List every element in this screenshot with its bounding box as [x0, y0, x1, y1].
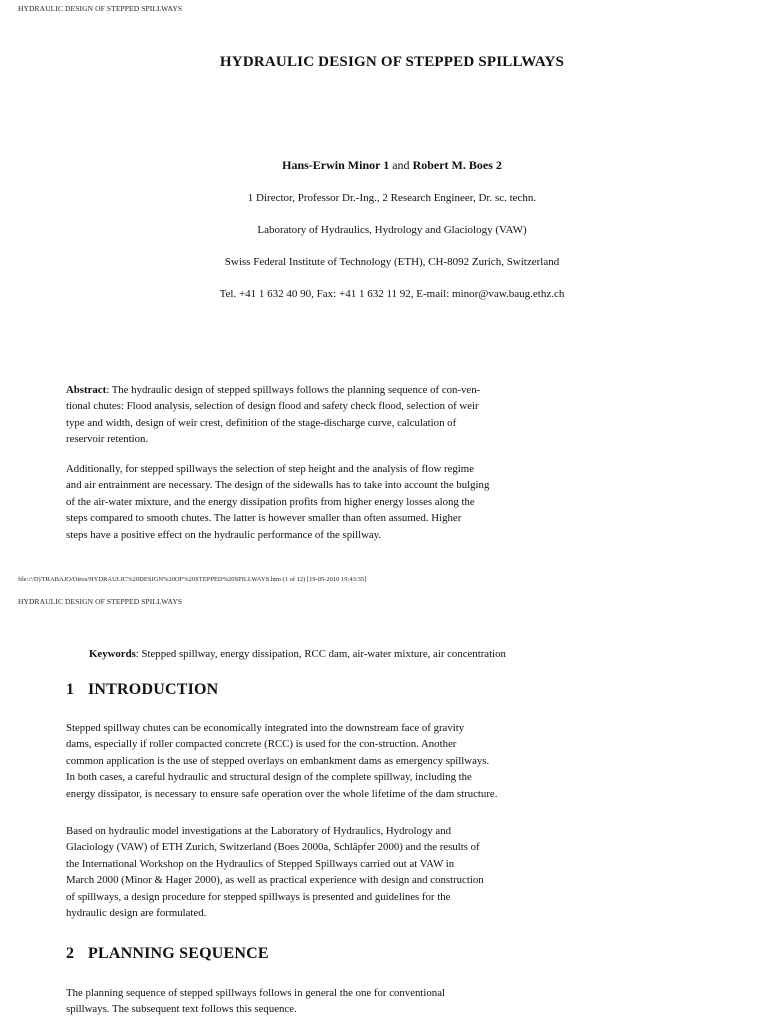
running-head: HYDRAULIC DESIGN OF STEPPED SPILLWAYS [18, 597, 183, 606]
section-title: INTRODUCTION [88, 681, 219, 698]
abstract-line: : The hydraulic design of stepped spillways follows the planning sequence of con-ven- [106, 384, 481, 396]
abstract-line: tional chutes: Flood analysis, selection of design flood and safety check flood, selection of weir [66, 400, 479, 413]
section-title: PLANNING SEQUENCE [88, 945, 269, 962]
section-number: 1 [66, 681, 75, 698]
author-line [0, 158, 768, 173]
text-line: March 2000 (Minor & Hager 2000), as well as practical experience with design and construction [66, 874, 484, 887]
author-1: Hans-Erwin Minor 1 [282, 158, 390, 172]
text-line: the International Workshop on the Hydraulics of Stepped Spillways carried out at VAW in [66, 857, 455, 870]
contact-line: Tel. +41 1 632 40 90, Fax: +41 1 632 11 92, E-mail: minor@vaw.baug.ethz.ch [219, 288, 565, 300]
document-title: HYDRAULIC DESIGN OF STEPPED SPILLWAYS [219, 54, 565, 70]
abstract-paragraph [66, 382, 528, 448]
text-line: of spillways, a design procedure for stepped spillways is presented and guidelines for the [66, 890, 451, 903]
abstract-label: Abstract [66, 384, 107, 396]
affiliation-line: Laboratory of Hydraulics, Hydrology and Glaciology (VAW) [257, 224, 527, 236]
text-line: Additionally, for stepped spillways the selection of step height and the analysis of flow regime [66, 463, 474, 475]
keywords-label: Keywords [89, 648, 136, 660]
section-heading-planning-sequence [66, 945, 269, 963]
abstract-line: reservoir retention. [66, 433, 149, 446]
text-line: The planning sequence of stepped spillways follows in general the one for conventional [66, 987, 445, 999]
author-2: Robert M. Boes 2 [412, 158, 502, 172]
text-line: Based on hydraulic model investigations at the Laboratory of Hydraulics, Hydrology and [66, 825, 451, 837]
text-line: common application is the use of stepped overlays on embankment dams as emergency spillways. [66, 754, 490, 767]
keywords-line [89, 648, 506, 660]
page-footer-url[interactable]: file:///D|/TRABAJO/Otros/HYDRAULIC%20DESIGN%20OF%20STEPPED%20SPILLWAYS.htm (1 of 12) [19-05-2010 19:43:35] [18, 576, 367, 583]
text-line: and air entrainment are necessary. The design of the sidewalls has to take into account the bulging [66, 479, 490, 492]
text-line: of the air-water mixture, and the energy dissipation profits from higher energy losses along the [66, 495, 475, 508]
affiliation-line: Swiss Federal Institute of Technology (ETH), CH-8092 Zurich, Switzerland [224, 256, 560, 268]
section-number: 2 [66, 945, 75, 962]
keywords-text: : Stepped spillway, energy dissipation, RCC dam, air-water mixture, air concentration [135, 648, 506, 660]
body-paragraph [66, 985, 528, 1018]
text-line: Glaciology (VAW) of ETH Zurich, Switzerland (Boes 2000a, Schläpfer 2000) and the results of [66, 841, 480, 854]
author-connector: and [389, 158, 413, 172]
text-line: Stepped spillway chutes can be economically integrated into the downstream face of gravity [66, 722, 465, 734]
body-paragraph [66, 461, 528, 543]
text-line: hydraulic design are formulated. [66, 907, 207, 920]
body-paragraph [66, 823, 528, 921]
text-line: energy dissipator, is necessary to ensure safe operation over the whole lifetime of the dam structure. [66, 787, 498, 800]
text-line: steps compared to smooth chutes. The latter is however smaller than often assumed. Higher [66, 512, 462, 525]
body-paragraph [66, 720, 528, 802]
abstract-line: type and width, design of weir crest, definition of the stage-discharge curve, calculation of [66, 416, 457, 429]
affiliation-line: 1 Director, Professor Dr.-Ing., 2 Research Engineer, Dr. sc. techn. [247, 192, 537, 204]
section-heading-introduction [66, 681, 218, 699]
text-line: In both cases, a careful hydraulic and structural design of the complete spillway, including the [66, 771, 472, 784]
text-line: spillways. The subsequent text follows this sequence. [66, 1003, 297, 1016]
text-line: dams, especially if roller compacted concrete (RCC) is used for the con-struction. Another [66, 738, 457, 751]
running-head: HYDRAULIC DESIGN OF STEPPED SPILLWAYS [18, 4, 183, 13]
text-line: steps have a positive effect on the hydraulic performance of the spillway. [66, 528, 382, 541]
